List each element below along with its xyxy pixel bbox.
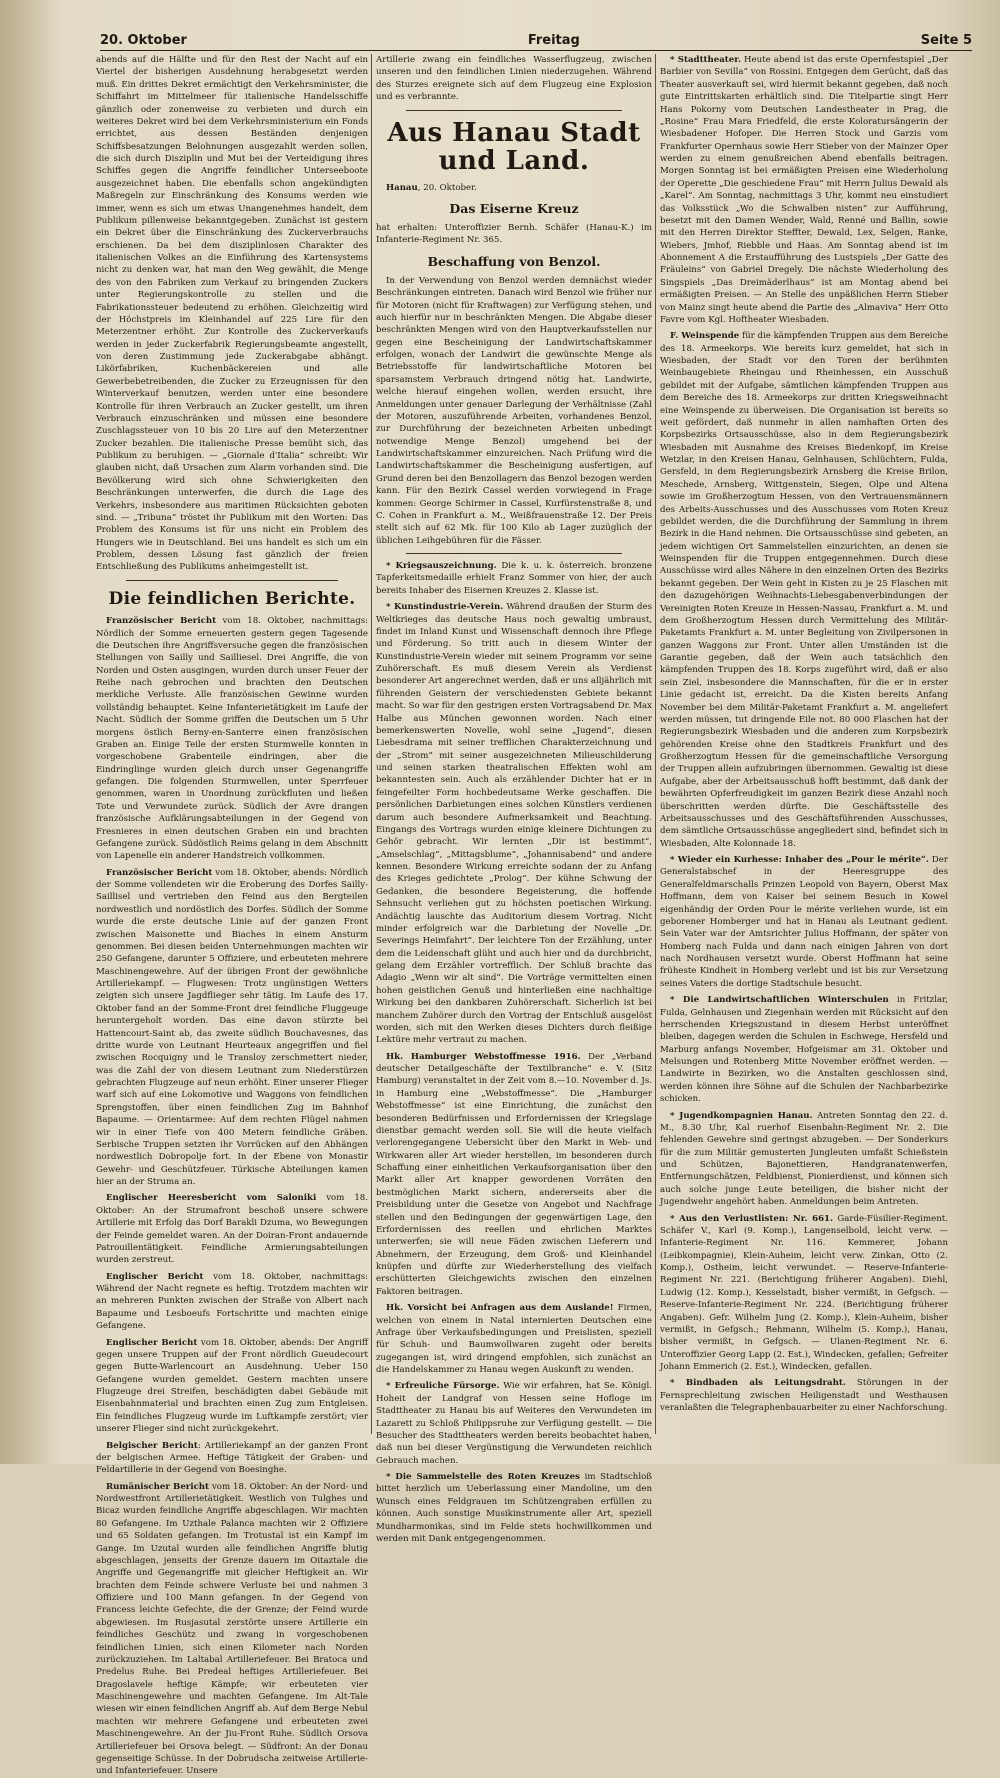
enemy-reports-list bbox=[96, 615, 368, 1778]
news-item bbox=[96, 1192, 368, 1266]
news-item-lead: * Kriegsauszeichnung. bbox=[386, 561, 497, 572]
news-item-text: Heute abend ist das erste Opernfestspiel „Der Barbier von Sevilla“ von Rossini. Entgegen dem Gerücht, daß das Theater ausverkauft sei, wird hiermit bekannt gegeben, daß noch gute Eintrittskarten erhältlich sind. Die Titelpartie singt Herr Hans Pokorny vom Deutschen Landestheater in Prag, die „Rosine“ Frau Mara Friedfeld, die erste Koloratursängerin der Wiesbadener Hofoper. Die Herren Stock und Garzis vom Frankfurter Opernhaus sowie Herr Stieber von der Mainzer Oper werden zu einem genußreichen Abend ebenfalls beitragen. Morgen Sonntag ist bei ermäßigten Preisen eine Wiederholung der Operette „Die geschiedene Frau“ mit Herrn Julius Dewald als „Karel“. Am Sonntag, nachmittags 3 Uhr, kommt neu einstudiert das Volksstück „Wo die Schwalben nisten“ zur Aufführung, besetzt mit den Damen Wender, Wald, Renné und Ballin, sowie mit den Herren Direktor Steffter, Dewald, Lex, Selgen, Ranke, Wiebers, Jmhof, Riebble und Haas. Am Sonntag abend ist im Abonnement A die Erstaufführung des Lustspiels „Der Gatte des Fräuleins“ von Gabriel Dregely. Die nächste Wiederholung des Singspiels „Das Dreimäderlhaus“ ist am Montag abend bei ermäßigten Preisen. — An Stelle des unpäßlichen Herrn Stieber von Mainz singt heute abend die Partie des „Almaviva“ Herr Otto Favre vom Kgl. Hoftheater Wiesbaden. bbox=[660, 55, 948, 325]
header-day: Freitag bbox=[527, 32, 580, 48]
news-item bbox=[96, 1337, 368, 1436]
iron-cross-title: Das Eiserne Kreuz bbox=[449, 201, 579, 217]
news-item-lead: * Stadttheater. bbox=[670, 55, 741, 65]
column-1 bbox=[96, 54, 369, 1777]
news-item bbox=[376, 1302, 652, 1376]
news-item-lead: * Bindbaden als Leitungsdraht. bbox=[670, 1378, 846, 1389]
news-item-text: vom 18. Oktober, nachmittags: Während der Nacht regnete es heftig. Trotzdem machten wir an mehreren Punkten zwischen der Straße von Albert nach Bapaume und Lesboeufs Fortschritte und machten einige Gefangene. bbox=[96, 1271, 369, 1332]
local-news-list bbox=[660, 54, 948, 1415]
news-item bbox=[376, 560, 652, 597]
news-item-lead: * Aus den Verlustlisten: Nr. 661. bbox=[670, 1213, 834, 1224]
news-item-text: Die k. u. k. österreich. bronzene Tapferkeitsmedaille erhielt Franz Sommer von hier, der auch bereits Inhaber des Eisernen Kreuzes 2. Klasse ist. bbox=[376, 561, 652, 596]
news-item bbox=[376, 1051, 652, 1299]
news-item-text: vom 18. Oktober, abends: Nördlich der Somme vollendeten wir die Eroberung des Dorfes Sailly-Saillisel und vertrieben den Feind aus den Bergteilen nordwestlich und nordöstlich des Dorfes. Südlich der Somme wurde die erste deutsche Linie auf der ganzen Front zwischen Maisonette und Biaches in einem Ansturm genommen. Bei diesen beiden Unternehmungen machten wir 250 Gefangene, darunter 5 Offiziere, und erbeuteten mehrere Maschinengewehre. Auf der übrigen Front der gewöhnliche Artilleriekampf. — Flugwesen: Trotz ungünstigen Wetters zeigten sich unsere Jagdflieger sehr tätig. Im Laufe des 17. Oktober fand an der Somme-Front drei feindliche Fluggeuge heruntergeholt worden. Das eine davon stürzte bei Hattencourt-Saint ab, das zweite südlich Bouchavesnes, das dritte wurde von Leutnant Heurteaux angegriffen und fiel zwischen Rocquigny und le Transloy zerschmettert nieder, was die Zahl der von diesem Leutnant zum Niederstürzen gebrachten Flugzeuge auf neun erhöht. Einer unserer Flieger warf sich auf eine Lokomotive und Waggons von feindlichen Sprengstoffen, über einen feindlichen Zug im Bahnhof Bapaume. — Orientarmee: Auf dem rechten Flügel nahmen wir in einer Tiefe von 400 Metern feindliche Gräben. Serbische Truppen setzten ihr Vorrücken auf den Abhängen nordwestlich Dobropolje fort. In der Ebene von Monastir Gewehr- und Geschützfeuer. Türkische Abteilungen kamen hier an der Struma an. bbox=[96, 867, 368, 1188]
news-item-text: im Stadtschloß bittet herzlich um Ueberlassung einer Mandoline, um den Wunsch eines Feldgrauen im Schützengraben erfüllen zu können. Auch sonstige Musikinstrumente aller Art, speziell Mundharmonikas, sind im Felde stets hochwillkommen und werden mit Dank entgegengenommen. bbox=[376, 1472, 652, 1544]
news-item-text: Antreten Sonntag den 22. d. M., 8.30 Uhr, Kal ruerhof Eisenbahn-Regiment Nr. 2. Die fehlenden Gewehre sind geringst abzugeben. — Der Sonderkurs für die zum Militär gemusterten Jungleuten umfaßt Schießstein und Schützen, Bajonettieren, Handgranatenwerfen, Entfernungschätzen, Feldbienst, Pionierdienst, und können sich auch solche junge Leute beteiligen, die bisher nicht der Jugendwehr angehört haben. Anmeldungen beim Antreten. bbox=[660, 1110, 948, 1208]
column-rule bbox=[655, 54, 656, 1434]
news-item-text: Der Generalstabschef in der Heeresgruppe des Generalfeldmarschalls Prinzen Leopold von Bayern, Oberst Max Hoffmann, dem von Kaiser bei seinem Besuch in Kowel eigenhändig der Orden Pour le mérite verliehen wurde, ist ein geborener Homberger und hat in Hanau als Leutnant gedient. Sein Vater war der Amtsrichter Julius Hoffmann, der später von Homberg nach Fulda und dann nach einigen Jahren von dort nach Nordhausen versetzt wurde. Oberst Hoffmann hat seine früheste Kindheit in Homberg verlebt und ist bis zur Versetzung seines Vaters die dortige Stadtschule besucht. bbox=[660, 855, 948, 989]
news-item-text: vom 18. Oktober: An der Nord- und Nordwestfront Artillerietätigkeit. Westlich von Tulghes und Bicaz wurden feindliche Angriffe abgeschlagen. Wir machten 80 Gefangene. Im Uzthale Palanca machten wir 2 Offiziere und 65 Soldaten gefangen. Im Trotustal ist ein Kampf im Gange. Im Uzutal wurden alle feindlichen Angriffe blutig abgeschlagen, jenseits der Grenze dauern im Oitaztale die Angriffe und Gegenangriffe mit gleicher Heftigkeit an. Wir brachten dem Feinde schwere Verluste bei und nahmen 3 Offiziere und 100 Mann gefangen. In der Gegend von Francess leichte Gefechte, die der Grenze; der Feind wurde abgewiesen. Im Rusjasutal zerstörte unsere Artillerie ein feindliches Geschütz und zwang in vorgeschobenen feindlichen Linien, sich einen Kilometer nach Norden zurückzuziehen. Im Laltabal Artilleriefeuer. Bei Bratoca und Predelus Ruhe. Bei Predeal heftiges Artilleriefeuer. Bei Dragoslavele heftige Kämpfe; wir erbeuteten vier Maschinengewehre und machten Gefangene. Im Alt-Tale wiesen wir einen feindlichen Angriff ab. Auf dem Berge Nebul machten wir mehrere Gefangene und erbeuteten zwei Maschinengewehre. An der Jiu-Front Ruhe. Südlich Orsova Artilleriefeuer bei Orsova belegt. — Südfront: An der Donau gegenseitige Schüsse. In der Dobrudscha zeitweise Artillerie- und Infanteriefeuer. Unsere bbox=[96, 1481, 368, 1777]
news-item-text: Während draußen der Sturm des Weltkrieges das deutsche Haus noch gewaltig umbraust, findet im Inland Kunst und Wissenschaft dennoch ihre Pflege und Förderung. So tritt auch in diesem Winter der Kunstindustrie-Verein wieder mit seinem Programm vor seine Zuhörerschaft. Es muß diesem Verein als Verdienst besonderer Art angerechnet werden, daß er uns alljährlich mit führenden Geistern der verschiedensten Gebiete bekannt macht. So war für den gestrigen ersten Vortragsabend Dr. Max Halbe aus München gewonnen worden. Nach einer bemerkenswerten Novelle, wohl seine „Jugend“, diesen Liebesdrama mit seiner trefflichen Charakterzeichnung und der „Strom“ mit seiner ausgezeichneten Milieuschilderung und seinen starken theatralischen Effekten wohl am bekanntesten sein. Auch als erzählender Dichter hat er in feingefeilter Form hochbedeutsame Werke geschaffen. Die persönlichen Darbietungen eines solchen Künstlers verdienen darum auch besondere Aufmerksamkeit und Beachtung. Eingangs des Vortrags wurden einige kleinere Dichtungen zu Gehör gebracht. Wir lernten „Dir ist bestimmt“, „Amselschlag“, „Mittagsblume“, „Johannisabend“ und andere kennen. Besondere Wirkung erreichte sodann der zu Anfang des Krieges gedichtete „Prolog“. Der kühne Schwung der Gedanken, die besondere Begeisterung, die hoffende Sehnsucht verliehen gut zu höchsten poetischen Wirkung. Andächtig lauschte das Auditorium diesem Vortrag. Nicht minder erfolgreich war die Darbietung der Novelle „Dr. Severings Heimfahrt“. Der leichtere Ton der Erzählung, unter dem die Leidenschaft glüht und auch hier und da durchbricht, gelang dem Erzähler vortrefflich. Der Schluß brachte das Adagio „Wenn wir alt sind“. Die Vorträge vermittelten einen hohen geistlichen Genuß und hinterließen eine nachhaltige Wirkung bei den dankbaren Zuhörerschaft. Sicherlich ist bei manchem Zuhörer durch den Vortrag der Entschluß ausgelöst worden, sich mit den Werken dieses Dichters durch fleißige Lektüre mehr vertraut zu machen. bbox=[376, 602, 652, 1046]
column-2 bbox=[376, 54, 652, 1544]
news-item-lead: Englischer Bericht bbox=[106, 1271, 204, 1282]
news-item-text: in Fritzlar, Fulda, Gelnhausen und Ziegenhain werden mit Rücksicht auf den herrschenden Kriegszustand in diesem Herbst unteröffnet bleiben, dagegen werden die Schulen in Eschwege, Hersfeld und Marburg anfangs November, Hofgeismar am 31. Oktober und Melsungen und Rotenberg Mitte November eröffnet werden. — Landwirte in Bezirken, wo die Anstalten geschlossen sind, werden können ihre Söhne auf die Schulen der Nachbarbezirke schicken. bbox=[660, 995, 948, 1105]
news-item-text: Firmen, welchen von einem in Natal internierten Deutschen eine Anfrage über Verkaufsbedingungen und Preislisten, speziell für Schuh- und Baumwollwaren zugeht oder bereits zugegangen ist, wird dringend empfohlen, sich zunächst an die Handelskammer zu Hanau wegen Auskunft zu wenden. bbox=[376, 1303, 652, 1376]
news-item bbox=[660, 1377, 948, 1414]
local-section-masthead: Aus Hanau Stadt und Land. bbox=[387, 117, 641, 177]
article-continuation: Artillerie zwang ein feindliches Wasserflugzeug, zwischen unseren und den feindlichen Linien niederzugehen. Während des Sturzes ereignete sich auf dem Flugzeug eine Explosion und es verbrannte. bbox=[376, 55, 652, 103]
page-header bbox=[100, 30, 972, 51]
news-item-text: Der „Verband deutscher Detailgeschäfte der Textilbranche“ e. V. (Sitz Hamburg) veranstaltet in der Zeit vom 8.—10. November d. Js. in Hamburg eine „Webstoffmesse“. Die „Hamburger Webstoffmesse“ ist eine Einrichtung, die zunächst den besonderen Bedürfnissen und Erfordernissen der Kriegslage dienstbar gemacht werden soll. Sie will die heute vielfach verlorengegangene Uebersicht über den Markt in Web- und Wirkwaren aller Art wieder herstellen, im besonderen durch Schaffung einer einheitlichen Verkaufsorganisation über den Markt aller Art knapper gewordenen Vorräten den bestmöglichen Markt sichern, andererseits aber die Preisbildung unter die Gesetze von Angebot und Nachfrage stellen und den Bedingungen der gegenwärtigen Lage, den Erfordernissen des reellen und ehrlichen Marktes unterwerfen; sie will neue Fäden zwischen Lieferern und Abnehmern, der Erzeugung, dem Groß- und Kleinhandel knüpfen und dürfte zur Wiederherstellung des vielfach erschütterten Gleichgewichts zwischen den einzelnen Faktoren beitragen. bbox=[376, 1051, 652, 1297]
news-item-lead: * Erfreuliche Fürsorge. bbox=[386, 1381, 500, 1392]
news-item-lead: * Die Sammelstelle des Roten Kreuzes bbox=[386, 1472, 580, 1483]
article-continuation: abends auf die Hälfte und für den Rest der Nacht auf ein Viertel der bisherigen Ausdehnung herabgesetzt werden muß. Ein drittes Dekret ermächtigt den Verkehrsminister, die Schiffahrt im Mittelmeer für italienische Handelsschiffe gänzlich oder zonenweise zu verbieten und durch ein weiteres Dekret wird bei dem Verkehrsministerium ein Fonds errichtet, aus dessen Beständen denjenigen Schiffsbesatzungen Belohnungen ausgezahlt werden sollen, die sich durch Disziplin und Mut bei der Verteidigung ihres Schiffes gegen die Angriffe feindlicher Unterseeboote ausgezeichnet haben. Die ebenfalls schon angekündigten Maßregeln zur Einschränkung des Konsums werden wie immer, wenn es sich um etwas Unangenehmes handelt, dem Publikum pillenweise bekanntgegeben. Zunächst ist gestern ein Dekret über die Einschränkung des Zuckerverbrauchs erschienen. Da bei dem disziplinlosen Charakter des italienischen Volkes an die Einführung des Kartensystems nicht zu denken war, hat man den Weg gewählt, die Menge des von den Fabriken zum Verkauf zu bringenden Zuckers unter Regierungskontrolle zu stellen und die Fabrikationssteuer bedeutend zu erhöhen. Gleichzeitig wird der Höchstpreis im Kleinhandel auf 225 Lire für den Meterzentner erhöht. Zur Kontrolle des Zuckerverkaufs werden in jeder Zuckerfabrik Regierungsbeamte angestellt, von deren Zustimmung jede Zuckerabgabe abhängt. Likörfabriken, Kuchenbäckereien und alle Gewerbebetreibenden, die Zucker zu Erzeugnissen für den Winterverkauf benutzen, werden unter eine besondere Kontrolle für ihren Verbrauch an Zucker gestellt, um ihren Verbrauch einzuschränken und müssen eine besondere Zuschlagssteuer von 10 bis 20 Lire auf den Meterzentner Zucker bezahlen. Die italienische Presse bemüht sich, das Publikum zu beruhigen. — „Giornale d'Italia“ schreibt: Wir glauben nicht, daß Ursachen zum Alarm vorhanden sind. Die Bevölkerung wird sich ohne Schwierigkeiten den Beschränkungen unterwerfen, die durch die Lage des Verkehrs, insbesondere aus maritimen Rücksichten geboten sind. — „Tribuna“ tröstet ihr Publikum mit den Worten: Das Problem des Konsums ist für uns nicht ein Problem des Hungers wie in Deutschland. Bei uns handelt es sich um ein Problem, dessen Lösung fast gänzlich der freien Entschließung des Publikums anheimgestellt ist. bbox=[96, 55, 368, 573]
news-item-text: : Artilleriekampf an der ganzen Front der belgischen Armee. Heftige Tätigkeit der Graben- und Feldartillerie in der Gegend von Boesinghe. bbox=[96, 1440, 368, 1476]
news-item-lead: Englischer Heeresbericht vom Saloniki bbox=[106, 1193, 317, 1204]
separator bbox=[406, 553, 622, 554]
news-item-lead: F. Weinspende bbox=[670, 331, 740, 342]
benzol-text: In der Verwendung von Benzol werden demnächst wieder Beschränkungen eintreten. Danach wird Benzol wie früher nur für Motoren (nicht für Kraftwagen) zur Verfügung stehen, und auch hierfür nur in beschränkten Mengen. Die Abgabe dieser beschränkten Mengen wird von den Hauptverkaufsstellen nur gegen eine Bescheinigung der Landwirtschaftskammer erfolgen, wonach der Landwirt die gewünschte Menge als Betriebsstoffe für landwirtschaftliche Motoren bei sparsamstem Verbrauch dringend nötig hat. Landwirte, welche hierauf eingehen wollen, werden ersucht, ihre Anmeldungen unter genauer Darlegung der Verhältnisse (Zahl der Motoren, auszuführende Arbeiten, vorhandenes Benzol, zur Durchführung der bezeichneten Arbeiten unbedingt notwendige Menge Benzol) umgehend bei der Landwirtschaftskammer einzureichen. Nach Prüfung wird die Landwirtschaftskammer die Bescheinigung ausfertigen, auf Grund deren bei den Benzollagern das Benzol bezogen werden kann. Für den Bezirk Cassel werden vorwiegend in Frage kommen: George Schirmer in Cassel, Kurfürstenstraße 8, und C. Cohen in Frankfurt a. M., Weißfrauenstraße 12. Der Preis stellt sich auf 62 Mk. für 100 Kilo ab Lager zuzüglich der üblichen Leihgebühren für die Fässer. bbox=[376, 275, 652, 546]
news-item bbox=[660, 330, 948, 850]
news-item bbox=[660, 54, 948, 326]
news-item-lead: * Die Landwirtschaftlichen Winterschulen bbox=[670, 995, 889, 1006]
news-item-lead: * Wieder ein Kurhesse: Inhaber des „Pour le mérite“. bbox=[670, 855, 929, 865]
dateline-date: , 20. Oktober. bbox=[417, 182, 477, 193]
news-item-lead: * Kunstindustrie-Verein. bbox=[386, 602, 504, 613]
news-item-lead: Französischer Bericht bbox=[106, 616, 217, 627]
news-item-lead: * Jugendkompagnien Hanau. bbox=[670, 1110, 813, 1121]
page-edge-stain bbox=[0, 0, 60, 1464]
news-item bbox=[660, 854, 948, 990]
news-item bbox=[96, 1440, 368, 1477]
news-item bbox=[96, 867, 368, 1189]
news-item bbox=[376, 1380, 652, 1467]
news-item-text: vom 18. Oktober, abends: Der Angriff gegen unsere Truppen auf der Front nördlich Gueudecourt gegen Butte-Warlencourt an Ausdehnung. Ueber 150 Gefangene wurden gemeldet. Gestern machten unsere Flugzeuge drei Streifen, beschädigten dabei Gebäude mit Eisenbahnmaterial und brachten einen Zug zum Entgleisen. Ein feindliches Flugzeug wurde im Luftkampfe zerstört; vier unserer Flieger sind nicht zurückgekehrt. bbox=[96, 1337, 369, 1435]
news-item-lead: Englischer Bericht bbox=[106, 1337, 198, 1348]
header-page-number: Seite 5 bbox=[920, 32, 972, 48]
local-news-list bbox=[376, 560, 652, 1545]
news-item-text: Wie wir erfahren, hat Se. Königl. Hoheit der Landgraf von Hessen seine Hofloge im Stadttheater zu Hanau bis auf Weiteres den Verwundeten im Lazarett zu Schloß Philippsruhe zur Verfügung gestellt. — Die Besucher des Stadttheaters werden bereits beobachtet haben, daß nun bei dieser Vergünstigung die Verwundeten reichlich Gebrauch machen. bbox=[376, 1381, 652, 1466]
news-item bbox=[660, 1213, 948, 1374]
section-title-enemy-reports: Die feindlichen Berichte. bbox=[108, 588, 356, 609]
column-3 bbox=[660, 54, 948, 1434]
column-rule bbox=[371, 54, 372, 1434]
news-item-lead: Rumänischer Bericht bbox=[106, 1481, 210, 1492]
news-item bbox=[96, 615, 368, 863]
news-item bbox=[660, 1110, 948, 1209]
news-item-text: Garde-Füsilier-Regiment. Schäfer V., Karl (9. Komp.), Langenselbold, leicht verw. — Infanterie-Regiment Nr. 116. Kemmerer, Johann (Leibkompagnie), Klein-Auheim, leicht verw. Zinkan, Otto (2. Komp.), Ostheim, leicht verwundet. — Reserve-Infanterie-Regiment Nr. 221. (Berichtigung früherer Angaben). Diehl, Ludwig (12. Komp.), Kesselstadt, bisher vermißt, in Gefgsch. — Reserve-Infanterie-Regiment Nr. 224. (Berichtigung früherer Angaben). Gefr. Wilhelm Jung (2. Komp.), Klein-Auheim, bisher vermißt, in Gefgsch.; Rehmann, Wilhelm (5. Komp.), Hanau, bisher vermißt, in Gefgsch. — Ulanen-Regiment Nr. 6. Unteroffizier Georg Lapp (2. Est.), Windecken, gefallen; Gefreiter Johann Emmerich (2. Est.), Windecken, gefallen. bbox=[660, 1213, 948, 1372]
news-item-lead: Hk. Vorsicht bei Anfragen aus dem Auslande! bbox=[386, 1303, 614, 1314]
news-item bbox=[96, 1271, 368, 1333]
news-item bbox=[376, 1471, 652, 1545]
separator bbox=[126, 580, 338, 581]
news-item-lead: Französischer Bericht bbox=[106, 867, 213, 878]
news-item bbox=[376, 601, 652, 1047]
news-item-text: Störungen in der Fernsprechleitung zwischen Heiligenstadt und Westhausen veranlaßten die Telegraphenbauarbeiter zu einer Nachforschung. bbox=[660, 1378, 948, 1414]
benzol-title: Beschaffung von Benzol. bbox=[427, 253, 601, 269]
news-item bbox=[660, 994, 948, 1105]
news-item-lead: Belgischer Bericht bbox=[106, 1440, 198, 1451]
news-item-lead: Hk. Hamburger Webstoffmesse 1916. bbox=[386, 1051, 581, 1062]
news-item-text: vom 18. Oktober, nachmittags: Nördlich der Somme erneuerten gestern gegen Tagesende die Deutschen ihre Angriffsversuche gegen die französischen Stellungen von Sailly und Sailliesel. Drei Angriffe, die von Norden und Osten ausgingen, wurden durch unser Feuer der Reihe nach gebrochen und brachten den Deutschen merkliche Verluste. Alle französischen Gewinne wurden vollständig behauptet. Keine Infanterietätigkeit im Laufe der Nacht. Südlich der Somme griffen die Deutschen um 5 Uhr morgens östlich Berny-en-Santerre einen französischen Graben an. Einige Teile der ersten Sturmwelle konnten in vorgeschobene Grabenteile eindringen, aber die Eindringlinge wurden gleich durch unser Gegenangriffe gefangen. Die folgenden Sturmwellen, unter Sperrfeuer genommen, waren in Unordnung zurückfluten und ließen Tote und Verwundete zurück. Südlich der Avre drangen französische Aufklärungsabteilungen in der Gegend von Fresnieres in einen deutschen Graben ein und brachten Gefangene zurück. Südöstlich Reims gelang in dem Abschnitt von Lapenelle ein anderer Handstreich vollkommen. bbox=[96, 616, 368, 862]
separator bbox=[406, 110, 622, 111]
dateline-place: Hanau bbox=[386, 182, 418, 193]
dateline bbox=[376, 182, 652, 194]
news-item bbox=[96, 1481, 368, 1778]
header-date: 20. Oktober bbox=[100, 32, 187, 48]
news-item-text: vom 18. Oktober: An der Strumafront beschoß unsere schwere Artillerie mit Erfolg das Dorf Barakli Dzuma, wo Bewegungen der Feinde gemeldet waren. An der Doiran-Front andauernde Patrouillentätigkeit. Feindliche Armierungsabteilungen wurden zerstreut. bbox=[96, 1193, 368, 1266]
news-item-text: für die kämpfenden Truppen aus dem Bereiche des 18. Armeekorps. Wie bereits kurz gemeldet, hat sich in Wiesbaden, der Stadt vor den Toren der berühmten Weinbaugebiete Rheingau und Rheinhessen, ein Ausschuß gebildet mit der Aufgabe, sämtlichen kämpfenden Truppen aus dem Bereiche des 18. Armeekorps zur dritten Kriegsweihnacht eine Weinspende zu überweisen. Die Organisation ist bereits so weit gefördert, daß nunmehr in allen namhaften Orten des Korpsbezirks Ortsausschüsse, also in dem Regierungsbezirk Wiesbaden mit Ausnahme des Kreises Biedenkopf, im Kreise Wetzlar, in den Kreisen Hanau, Gelnhausen, Schlüchtern, Fulda, Gersfeld, in dem Regierungsbezirk Arnsberg die Kreise Brilon, Meschede, Arnsberg, Wittgenstein, Siegen, Olpe und Altena sowie im Großherzogtum Hessen, von den Vertrauensmännern des Arbeits-Ausschusses und des Ausschusses vom Roten Kreuz gebildet werden, die die Durchführung der Sammlung in ihrem Bezirk in die Hand nehmen. Die Ortsausschüsse sind gebeten, an jedem wichtigen Ort Sammelstellen einzurichten, an denen sie Weinspenden für die Truppen entgegennehmen. Durch diese Ausschüsse wird alles Nähere in den einzelnen Orten des Bezirks bekannt gegeben. Der Wein geht in Kisten zu je 25 Flaschen mit den dazugehörigen Weihnachts-Liebesgabenverbindungen der Vereinigten Roten Kreuze in Hessen-Nassau, Frankfurt a. M. und dem Großherzogtum Hessen durch Vermittelung des Militär-Paketamts Frankfurt a. M. unter Begleitung von Zivilpersonen in ganzen Waggons zur Front. Unter allen Umständen ist die Garantie gegeben, daß der Wein auch tatsächlich den kämpfenden Truppen des 18. Korps zugeführt wird, daß er also sein Ziel, insbesondere die Mannschaften, für die er in erster Linie gedacht ist, erreicht. Da die Kisten bereits Anfang November bei dem Militär-Paketamt Frankfurt a. M. angeliefert werden müssen, tut dringende Eile not. 80 000 Flaschen hat der Regierungsbezirk Wiesbaden und die anderen zum Korpsbezirk gehörenden Kreise ohne den Stadtkreis Frankfurt und des Großherzogtum Hessen für die gemeinschaftliche Versorgung der Truppen allein aufzubringen übernommen. Gewaltig ist diese Aufgabe, aber der Arbeitsausschuß hofft bestimmt, daß dank der bewährten Opferfreudigkeit im ganzen Bezirk diese Anzahl noch überschritten werden dürfte. Die Geschäftsstelle des Arbeitsausschusses und des Geschäftsführenden Ausschusses, dem sämtliche Ortsausschüsse angegliedert sind, befindet sich in Wiesbaden, Alte Kolonnade 18. bbox=[660, 331, 948, 849]
iron-cross-text: hat erhalten: Unteroffizier Bernh. Schäfer (Hanau-K.) im Infanterie-Regiment Nr. 365. bbox=[376, 223, 652, 246]
